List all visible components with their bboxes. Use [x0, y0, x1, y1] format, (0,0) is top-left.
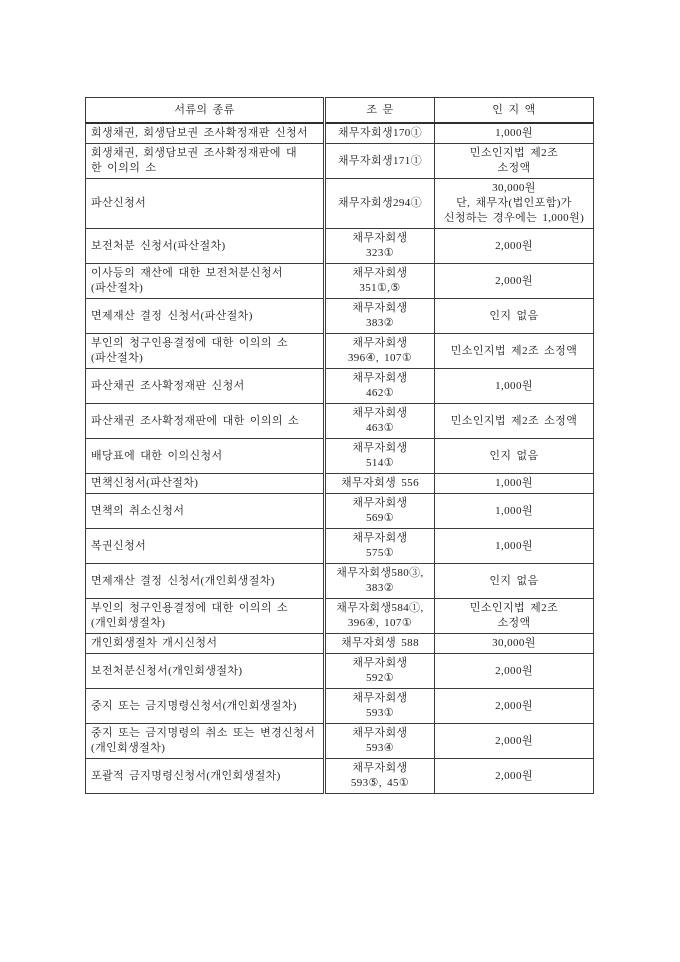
cell-stamp-fee	[435, 634, 594, 654]
table-row	[86, 564, 594, 599]
cell-stamp-fee	[435, 179, 594, 229]
cell-line: 회생채권, 회생담보권 조사확정재판에 대	[91, 147, 298, 159]
cell-document-type	[86, 299, 325, 334]
cell-article	[325, 599, 435, 634]
cell-line: 2,000원	[495, 664, 533, 677]
cell-article	[325, 404, 435, 439]
table-row	[86, 264, 594, 299]
cell-article	[325, 299, 435, 334]
cell-line: 부인의 청구인용결정에 대한 이의의 소	[91, 337, 289, 349]
cell-line: 1,000원	[495, 379, 533, 392]
cell-line: 396④, 107①	[347, 617, 413, 629]
table-row	[86, 144, 594, 179]
cell-line: 채무자회생	[352, 232, 408, 244]
cell-stamp-fee	[435, 144, 594, 179]
cell-line: 1,000원	[495, 539, 533, 552]
cell-line: 593⑤, 45①	[350, 777, 410, 789]
header-row	[86, 98, 594, 124]
cell-line: 채무자회생	[352, 762, 408, 774]
cell-line: 부인의 청구인용결정에 대한 이의의 소	[91, 602, 289, 614]
header-stamp-fee: 인 지 액	[435, 98, 594, 124]
cell-document-type	[86, 529, 325, 564]
cell-document-type	[86, 404, 325, 439]
cell-document-type	[86, 724, 325, 759]
table-row	[86, 494, 594, 529]
cell-stamp-fee	[435, 334, 594, 369]
cell-line: 면책신청서(파산절차)	[91, 477, 199, 489]
cell-article	[325, 634, 435, 654]
cell-document-type	[86, 599, 325, 634]
cell-stamp-fee	[435, 123, 594, 144]
cell-stamp-fee	[435, 494, 594, 529]
cell-line: 보전처분 신청서(파산절차)	[91, 239, 226, 252]
table-row	[86, 474, 594, 494]
cell-line: 채무자회생	[352, 692, 408, 704]
cell-document-type	[86, 689, 325, 724]
cell-line: 이사등의 재산에 대한 보전처분신청서	[91, 267, 283, 279]
cell-line: 30,000원	[492, 182, 536, 194]
cell-document-type	[86, 634, 325, 654]
cell-line: 복권신청서	[91, 539, 147, 552]
cell-line: 514①	[366, 457, 394, 469]
cell-document-type	[86, 334, 325, 369]
table-row	[86, 439, 594, 474]
cell-line: 채무자회생	[352, 532, 408, 544]
cell-line: 파산채권 조사확정재판 신청서	[91, 379, 245, 392]
cell-line: 배당표에 대한 이의신청서	[91, 449, 223, 462]
cell-line: 채무자회생	[352, 302, 408, 314]
table-row	[86, 334, 594, 369]
cell-article	[325, 439, 435, 474]
cell-document-type	[86, 759, 325, 794]
cell-line: 민소인지법 제2조	[469, 147, 559, 159]
cell-document-type	[86, 439, 325, 474]
cell-stamp-fee	[435, 599, 594, 634]
cell-article	[325, 759, 435, 794]
cell-line: 채무자회생170①	[337, 127, 423, 139]
table-row	[86, 123, 594, 144]
cell-line: 채무자회생	[352, 372, 408, 384]
cell-line: 민소인지법 제2조 소정액	[450, 414, 578, 427]
cell-line: 채무자회생171①	[337, 154, 423, 167]
cell-line: 채무자회생	[352, 337, 408, 349]
cell-line: 보전처분신청서(개인회생절차)	[91, 664, 243, 677]
cell-article	[325, 144, 435, 179]
cell-stamp-fee	[435, 229, 594, 264]
cell-line: 1,000원	[495, 127, 533, 139]
cell-article	[325, 724, 435, 759]
cell-line: 중지 또는 금지명령신청서(개인회생절차)	[91, 699, 297, 712]
cell-document-type	[86, 564, 325, 599]
cell-line: 채무자회생584①,	[336, 602, 424, 614]
cell-line: (파산절차)	[91, 352, 144, 364]
cell-line: 30,000원	[492, 637, 536, 649]
cell-stamp-fee	[435, 529, 594, 564]
cell-line: 회생채권, 회생담보권 조사확정재판 신청서	[91, 127, 309, 139]
cell-article	[325, 529, 435, 564]
cell-line: 569①	[366, 512, 394, 524]
cell-document-type	[86, 494, 325, 529]
cell-line: 593④	[366, 742, 394, 754]
cell-line: 중지 또는 금지명령의 취소 또는 변경신청서	[91, 727, 316, 739]
cell-line: 채무자회생	[352, 407, 408, 419]
cell-line: 채무자회생294①	[337, 197, 423, 209]
cell-line: 민소인지법 제2조 소정액	[450, 344, 578, 357]
table-row	[86, 759, 594, 794]
cell-line: 383②	[366, 317, 394, 329]
table-header	[86, 98, 594, 124]
cell-line: 인지 없음	[489, 309, 539, 322]
cell-article	[325, 334, 435, 369]
cell-document-type	[86, 369, 325, 404]
cell-line: (개인회생절차)	[91, 617, 166, 629]
header-document-type: 서류의 종류	[86, 98, 325, 124]
cell-line: 민소인지법 제2조	[469, 602, 559, 614]
cell-line: 면제재산 결정 신청서(개인회생절차)	[91, 574, 275, 587]
cell-line: 개인회생절차 개시신청서	[91, 637, 218, 649]
cell-line: 소정액	[497, 162, 531, 174]
cell-article	[325, 229, 435, 264]
cell-line: 323①	[366, 247, 394, 259]
cell-article	[325, 689, 435, 724]
cell-document-type	[86, 264, 325, 299]
cell-line: 파산채권 조사확정재판에 대한 이의의 소	[91, 414, 300, 427]
table-row	[86, 369, 594, 404]
cell-article	[325, 474, 435, 494]
cell-line: 351①,⑤	[359, 282, 401, 294]
cell-line: 396④, 107①	[347, 352, 413, 364]
table-row	[86, 529, 594, 564]
cell-stamp-fee	[435, 264, 594, 299]
cell-line: 2,000원	[495, 734, 533, 747]
cell-stamp-fee	[435, 724, 594, 759]
cell-article	[325, 369, 435, 404]
cell-line: 신청하는 경우에는 1,000원)	[443, 212, 585, 224]
fee-table-body	[86, 123, 594, 794]
cell-line: 채무자회생 556	[341, 477, 419, 489]
table-row	[86, 689, 594, 724]
cell-document-type	[86, 474, 325, 494]
stamp-fee-table	[85, 97, 594, 794]
cell-line: 채무자회생	[352, 442, 408, 454]
cell-document-type	[86, 144, 325, 179]
table-row	[86, 599, 594, 634]
cell-line: 인지 없음	[489, 449, 539, 462]
cell-line: 2,000원	[495, 699, 533, 712]
header-article: 조 문	[325, 98, 435, 124]
cell-line: 채무자회생 588	[341, 637, 419, 649]
cell-line: 채무자회생	[352, 497, 408, 509]
cell-document-type	[86, 179, 325, 229]
cell-line: 포괄적 금지명령신청서(개인회생절차)	[91, 769, 281, 782]
cell-line: 채무자회생	[352, 267, 408, 279]
table-row	[86, 299, 594, 334]
cell-stamp-fee	[435, 474, 594, 494]
cell-line: 파산신청서	[91, 197, 147, 209]
table-row	[86, 634, 594, 654]
cell-stamp-fee	[435, 404, 594, 439]
cell-article	[325, 564, 435, 599]
cell-article	[325, 494, 435, 529]
cell-line: 593①	[366, 707, 394, 719]
cell-line: 1,000원	[495, 504, 533, 517]
table-row	[86, 654, 594, 689]
cell-article	[325, 123, 435, 144]
cell-stamp-fee	[435, 654, 594, 689]
cell-stamp-fee	[435, 299, 594, 334]
cell-line: 한 이의의 소	[91, 162, 157, 174]
cell-line: 463①	[366, 422, 394, 434]
cell-line: 면제재산 결정 신청서(파산절차)	[91, 309, 253, 322]
table-row	[86, 229, 594, 264]
cell-line: 인지 없음	[489, 574, 539, 587]
cell-document-type	[86, 654, 325, 689]
cell-line: 단, 채무자(법인포함)가	[456, 197, 572, 209]
cell-line: (개인회생절차)	[91, 742, 166, 754]
cell-document-type	[86, 229, 325, 264]
table-row	[86, 724, 594, 759]
cell-stamp-fee	[435, 759, 594, 794]
cell-stamp-fee	[435, 689, 594, 724]
cell-stamp-fee	[435, 564, 594, 599]
cell-line: 채무자회생	[352, 657, 408, 669]
cell-line: 면책의 취소신청서	[91, 504, 185, 517]
cell-line: 1,000원	[495, 477, 533, 489]
table-row	[86, 404, 594, 439]
cell-line: 592①	[366, 672, 394, 684]
cell-article	[325, 264, 435, 299]
cell-line: 채무자회생580③,	[336, 567, 424, 579]
cell-stamp-fee	[435, 369, 594, 404]
cell-line: (파산절차)	[91, 282, 144, 294]
cell-article	[325, 179, 435, 229]
cell-line: 2,000원	[495, 239, 533, 252]
cell-line: 채무자회생	[352, 727, 408, 739]
cell-line: 462①	[366, 387, 394, 399]
cell-line: 소정액	[497, 617, 531, 629]
cell-document-type	[86, 123, 325, 144]
table-row	[86, 179, 594, 229]
cell-line: 2,000원	[495, 769, 533, 782]
cell-stamp-fee	[435, 439, 594, 474]
cell-line: 2,000원	[495, 274, 533, 287]
cell-line: 383②	[366, 582, 394, 594]
cell-article	[325, 654, 435, 689]
cell-line: 575①	[366, 547, 394, 559]
